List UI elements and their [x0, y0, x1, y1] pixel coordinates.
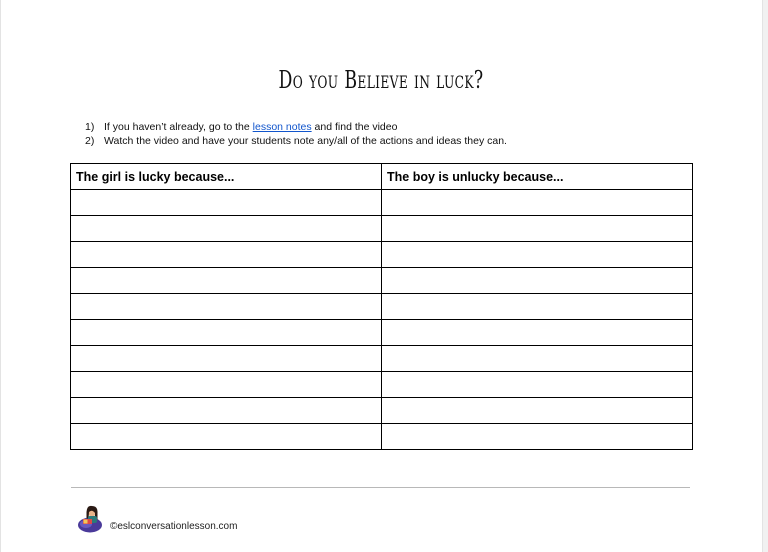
boy-unlucky-cell[interactable] [382, 372, 693, 398]
worksheet-table [70, 163, 693, 450]
girl-lucky-cell[interactable] [71, 424, 382, 450]
table-row [71, 294, 693, 320]
girl-lucky-cell[interactable] [71, 398, 382, 424]
boy-unlucky-cell[interactable] [382, 398, 693, 424]
boy-unlucky-cell[interactable] [382, 268, 693, 294]
table-row [71, 242, 693, 268]
girl-lucky-cell[interactable] [71, 242, 382, 268]
instructions-list [85, 120, 507, 148]
table-row [71, 216, 693, 242]
instruction-item [85, 120, 507, 134]
header-boy-unlucky: The boy is unlucky because... [382, 164, 693, 190]
table-header-row [71, 164, 693, 190]
instruction-number: 1) [85, 121, 95, 133]
girl-lucky-cell[interactable] [71, 346, 382, 372]
footer-copyright: ©eslconversationlesson.com [110, 521, 238, 532]
table-body [71, 190, 693, 450]
boy-unlucky-cell[interactable] [382, 320, 693, 346]
instruction-item [85, 134, 507, 148]
boy-unlucky-cell[interactable] [382, 242, 693, 268]
boy-unlucky-cell[interactable] [382, 294, 693, 320]
girl-lucky-cell[interactable] [71, 294, 382, 320]
footer-divider [71, 487, 690, 488]
boy-unlucky-cell[interactable] [382, 346, 693, 372]
lesson-notes-link[interactable]: lesson notes [252, 121, 312, 133]
scrollbar-gutter [762, 0, 768, 552]
instruction-text [104, 120, 397, 134]
instruction-text-part: If you haven’t already, go to the [104, 121, 253, 133]
table-row [71, 190, 693, 216]
girl-lucky-cell[interactable] [71, 372, 382, 398]
reading-girl-logo-icon [74, 503, 106, 533]
instruction-number: 2) [85, 135, 95, 147]
girl-lucky-cell[interactable] [71, 216, 382, 242]
page-title: Do you Believe in luck? [278, 66, 484, 94]
instruction-text: Watch the video and have your students note any/all of the actions and ideas they can. [104, 135, 507, 147]
girl-lucky-cell[interactable] [71, 268, 382, 294]
girl-lucky-cell[interactable] [71, 190, 382, 216]
boy-unlucky-cell[interactable] [382, 216, 693, 242]
header-girl-lucky: The girl is lucky because... [71, 164, 382, 190]
table-row [71, 268, 693, 294]
table-row [71, 320, 693, 346]
girl-lucky-cell[interactable] [71, 320, 382, 346]
table-row [71, 398, 693, 424]
page-edge [0, 0, 1, 552]
boy-unlucky-cell[interactable] [382, 190, 693, 216]
table-row [71, 346, 693, 372]
boy-unlucky-cell[interactable] [382, 424, 693, 450]
instruction-text-part: and find the video [311, 121, 398, 133]
table-row [71, 424, 693, 450]
table-row [71, 372, 693, 398]
